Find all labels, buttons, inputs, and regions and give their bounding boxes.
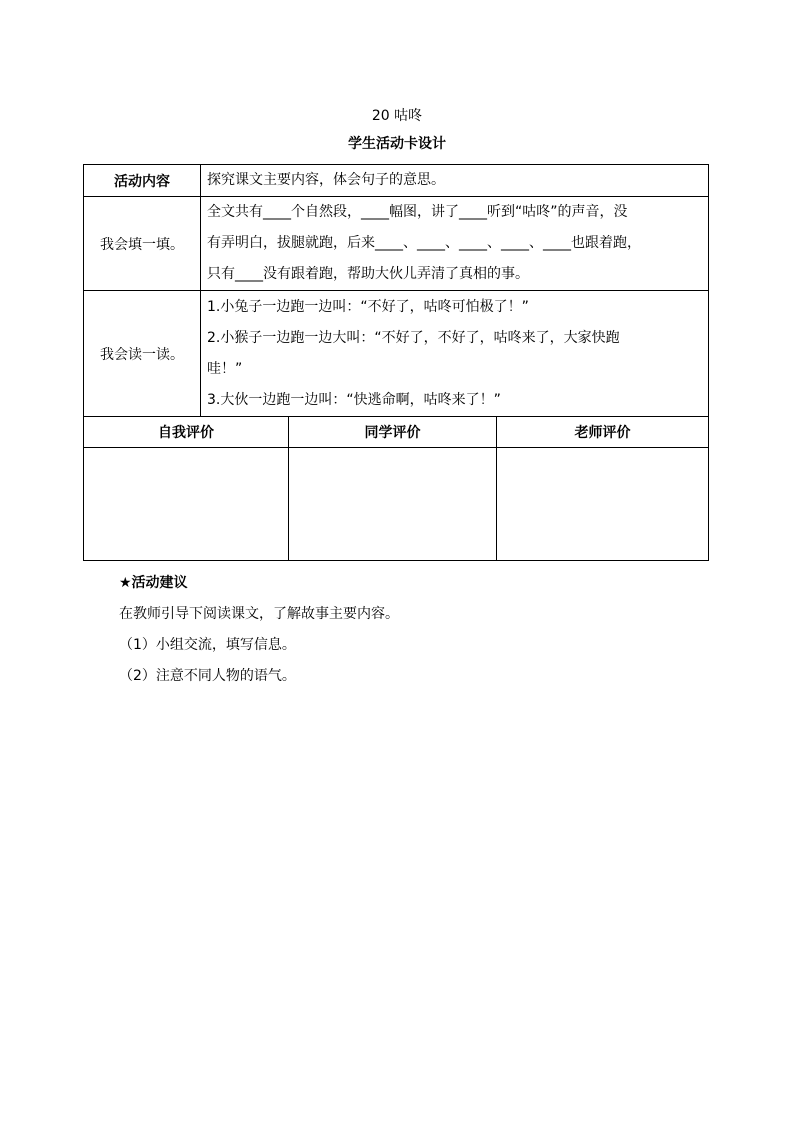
row-activity-content [84, 165, 709, 197]
suggestion-item: （1）小组交流，填写信息。 [119, 637, 296, 653]
read-aloud-line: 3.大伙一边跑一边叫：“快逃命啊，咕咚来了！” [207, 391, 501, 408]
row-fill-in [84, 197, 709, 291]
card-subtitle: 学生活动卡设计 [348, 136, 446, 152]
peer-evaluation-header: 同学评价 [289, 417, 497, 448]
fill-in-label: 我会填一填。 [84, 197, 201, 291]
self-evaluation-header: 自我评价 [84, 417, 289, 448]
activity-content-text: 探究课文主要内容，体会句子的意思。 [201, 165, 709, 197]
read-aloud-label: 我会读一读。 [84, 291, 201, 417]
activity-content-label: 活动内容 [84, 165, 201, 197]
self-evaluation-cell[interactable] [84, 448, 289, 561]
fill-in-line: 全文共有____个自然段，____幅图，讲了____听到“咕咚”的声音，没 [207, 204, 628, 220]
suggestion-item: （2）注意不同人物的语气。 [119, 668, 296, 684]
read-aloud-content [201, 291, 709, 417]
suggestions-title: ★活动建议 [119, 575, 188, 591]
read-aloud-line: 哇！” [207, 360, 243, 377]
row-read-aloud [84, 291, 709, 417]
lesson-title: 20 咕咚 [371, 108, 423, 124]
activity-suggestions [119, 568, 399, 692]
read-aloud-line: 2.小猴子一边跑一边大叫：“不好了，不好了，咕咚来了，大家快跑 [207, 329, 620, 346]
row-evaluation-headers [84, 417, 709, 448]
peer-evaluation-cell[interactable] [289, 448, 497, 561]
activity-card-table [83, 164, 709, 561]
fill-in-line: 只有____没有跟着跑，帮助大伙儿弄清了真相的事。 [207, 266, 529, 282]
teacher-evaluation-cell[interactable] [497, 448, 709, 561]
teacher-evaluation-header: 老师评价 [497, 417, 709, 448]
fill-in-line: 有弄明白，拔腿就跑，后来____、____、____、____、____也跟着跑， [207, 235, 641, 251]
suggestions-intro: 在教师引导下阅读课文，了解故事主要内容。 [119, 606, 399, 622]
read-aloud-line: 1.小兔子一边跑一边叫：“不好了，咕咚可怕极了！” [207, 298, 529, 315]
row-evaluation-blank [84, 448, 709, 561]
fill-in-content [201, 197, 709, 291]
